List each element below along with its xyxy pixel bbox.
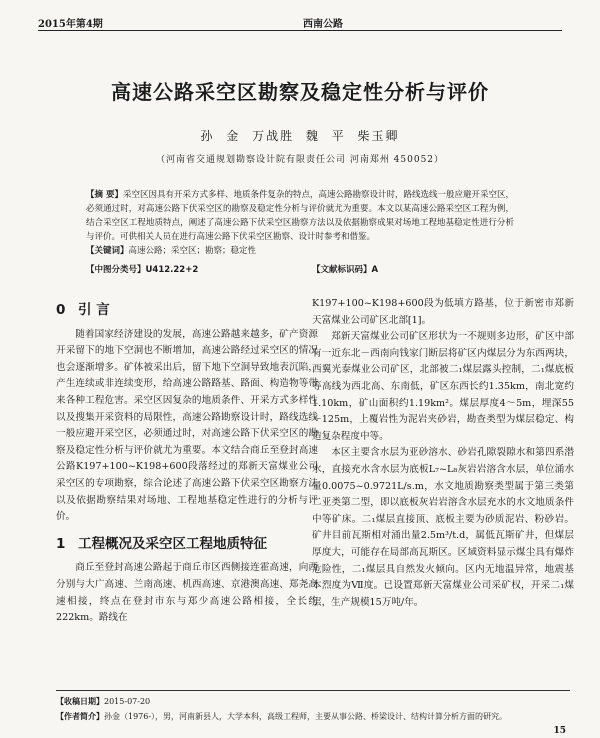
section-0-number: 0 — [56, 302, 66, 318]
footnote-block — [56, 690, 570, 724]
abstract-block — [86, 188, 514, 258]
running-header — [38, 14, 562, 31]
author-bio-row — [56, 709, 570, 724]
affiliation: （河南省交通规划勘察设计院有限责任公司 河南郑州 450052） — [155, 155, 445, 165]
keywords: 高速公路；采空区；勘察；稳定性 — [128, 246, 257, 256]
clc-label: 【中图分类号】 — [86, 265, 146, 275]
author-list: 孙 金 万战胜 魏 平 柴玉卿 — [200, 129, 400, 143]
abstract-label: 【摘 要】 — [86, 190, 123, 200]
abstract-text: 采空区因具有开采方式多样、地质条件复杂的特点，高速公路勘察设计时，路线选线一般应避开采空区，必须通过时，对高速公路下伏采空区的勘察及稳定性分析与评价就尤为重要。本文以某高速公路采空区工程为例，结合采空区工程地质特点，阐述了高速公路下伏采空区勘察方法以及依据勘察成果对场地工程地基稳定性进行分析与评价。可供相关人员在进行高速公路下伏采空区勘察、设计时参考和借鉴。 — [86, 190, 514, 242]
section-1-paragraph-2: 郑新天富煤业公司矿区形状为一不规则多边形，矿区中部有一近东北－西南向钱家门断层将矿区内煤层分为东西两块，西翼光泰煤业公司矿区，北部被二₁煤层露头控制，二₁煤底板等高线为西北高、东南低，矿区东西长约1.35km，南北宽约1.10km，矿山面积约1.19km²。煤层厚度4～5m，埋深55～125m，上覆岩性为泥岩夹砂岩，勘查类型为煤层稳定、构造复杂程度中等。 — [312, 331, 574, 442]
doc-code-value: A — [371, 265, 379, 275]
journal-name: 西南公路 — [303, 19, 343, 30]
doc-code-label: 【文献标识码】 — [312, 265, 372, 275]
section-1-number: 1 — [56, 535, 66, 552]
author-bio: 孙金（1976-），男，河南新县人，大学本科，高级工程师，主要从事公路、桥梁设计、结构计算分析方面的研究。 — [104, 712, 508, 721]
section-1-paragraph-3: 本区主要含水层为亚砂溶水、砂岩孔隙裂隙水和第四系潜水，直接充水含水层为底板L₇~L₈灰岩岩溶含水层，单位涌水量0.0075~0.9721L/s.m，水文地质勘察类型属于第三类第二亚类第二型，即以底板灰岩岩溶含水层充水的水文地质条件中等矿床。二₁煤层直接顶、底板主要为砂质泥岩、粉砂岩。矿井目前瓦斯相对涌出量2.5m³/t.d，属低瓦斯矿井，但煤层厚度大，可能存在局部高瓦斯区。区域资料显示煤尘具有爆炸危险性，二₁煤层具自然发火倾向。区内无地温异常，地震基本烈度为Ⅶ度。已设置郑新天富煤业公司采矿权，开采二₁煤层，生产规模15万吨/年。 — [312, 447, 574, 608]
section-1-title: 工程概况及采空区工程地质特征 — [78, 535, 267, 552]
left-column — [56, 302, 318, 627]
intro-paragraph: 随着国家经济建设的发展，高速公路越来越多，矿产资源开采留下的地下空洞也不断增加，高速公路经过采空区的情况也会逐渐增多。矿体被采出后，留下地下空洞导致地表沉陷，产生连续或非连续变形，给高速公路路基、路面、构造物等带来各种工程危害。采空区因复杂的地质条件、开采方式多样性以及搜集开采资料的局限性，高速公路勘察设计时，路线选线一般应避开采空区，必须通过时，对高速公路下伏采空区的勘察及稳定性分析与评价就尤为重要。本文结合商丘至登封高速公路K197+100~K198+600段落经过的郑新天富煤业公司采空区的专项勘察，综合论述了高速公路下伏采空区勘察方法以及依据勘察结果对场地、工程地基稳定性进行的分析与评价。 — [56, 328, 318, 523]
section-1-heading — [56, 536, 318, 553]
page-number: 15 — [553, 726, 566, 736]
article-title: 高速公路采空区勘察及稳定性分析与评价 — [111, 80, 489, 104]
author-bio-label: 【作者简介】 — [56, 711, 104, 721]
keywords-label: 【关键词】 — [86, 246, 129, 256]
section-0-heading — [56, 302, 318, 319]
received-date: 2015-07-20 — [104, 697, 151, 706]
clc-value: U412.22+2 — [145, 265, 199, 275]
received-label: 【收稿日期】 — [56, 696, 104, 706]
issue-label: 2015年第4期 — [38, 19, 103, 30]
received-date-row — [56, 694, 570, 709]
doc-code-row — [312, 263, 378, 275]
right-column — [312, 296, 574, 611]
section-1-paragraph-1: 商丘至登封高速公路起于商丘市区西侧接连霍高速，向西分别与大广高速、兰南高速、机西高速、京港澳高速、郑尧高速相接，终点在登封市东与郑少高速公路相接，全长约222km。路线在 — [56, 562, 318, 624]
section-1-paragraph-1-cont: K197+100~K198+600段为低填方路基，位于新密市郑新天富煤业公司矿区北部[1]。 — [312, 298, 574, 326]
section-0-title: 引 言 — [78, 302, 110, 318]
clc-row — [86, 263, 198, 275]
